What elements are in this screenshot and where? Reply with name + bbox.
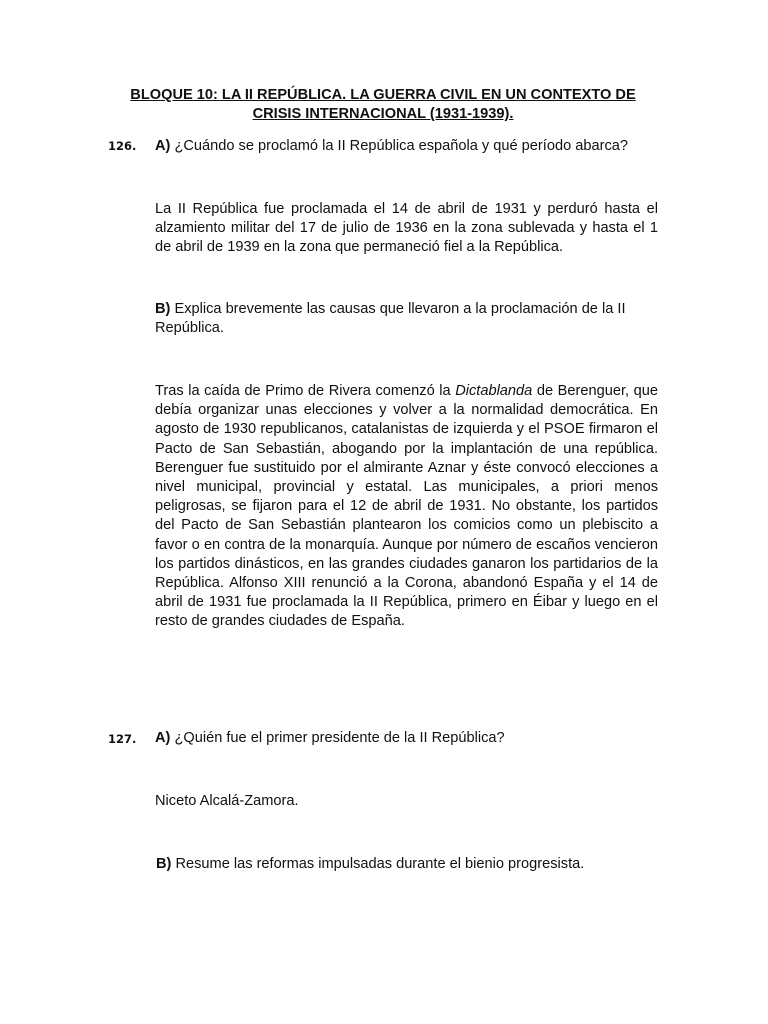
title-line-2: CRISIS INTERNACIONAL (1931-1939). [252,106,514,122]
answer-text-start: Tras la caída de Primo de Rivera comenzó la [155,383,451,399]
question-label: B) [155,301,171,317]
question-126-b [155,300,660,337]
question-126-a [155,137,628,156]
answer-127-a: Niceto Alcalá-Zamora. [155,793,299,809]
title-line-1: BLOQUE 10: LA II REPÚBLICA. LA GUERRA CIVIL EN UN CONTEXTO DE [130,87,636,103]
answer-text-rest: de Berenguer, que debía organizar unas elecciones y volver a la normalidad democrática. En agosto de 1930 republicanos, catalanistas de izquierda y el PSOE firmaron el Pacto de San Sebastián, abogando por la implantación de una república. Berenguer fue sustituido por el almirante Aznar y éste convocó elecciones a nivel municipal, provincial y estatal. Las municipales, a priori menos peligrosas, se fijaron para el 12 de abril de 1931. No obstante, los partidos del Pacto de San Sebastián plantearon los comicios como un plebiscito a favor o en contra de la monarquía. Aunque por número de escaños vencieron los partidos dinásticos, en las grandes ciudades ganaron los partidarios de la República. Alfonso XIII renunció a la Corona, abandonó España y el 14 de abril de 1931 fue proclamada la II República, primero en Éibar y luego en el resto de grandes ciudades de España. [155,383,658,630]
answer-126-a: La II República fue proclamada el 14 de abril de 1931 y perduró hasta el alzamiento militar del 17 de julio de 1936 en la zona sublevada y hasta el 1 de abril de 1939 en la zona que permaneció fiel a la República. [155,201,658,256]
question-127-a [155,729,505,748]
question-text: ¿Cuándo se proclamó la II República española y qué período abarca? [174,138,628,154]
question-127-b [156,855,584,874]
question-text: Resume las reformas impulsadas durante el bienio progresista. [175,856,585,872]
question-number: 127. [108,732,137,746]
answer-italic-term: Dictablanda [455,383,533,399]
question-label: B) [156,856,172,872]
question-number: 126. [108,139,137,153]
question-label: A) [155,138,171,154]
answer-126-b [155,382,658,632]
question-text: ¿Quién fue el primer presidente de la II República? [174,730,505,746]
question-label: A) [155,730,171,746]
document-title [100,86,666,124]
question-text: Explica brevemente las causas que llevaron a la proclamación de la II República. [155,301,626,336]
